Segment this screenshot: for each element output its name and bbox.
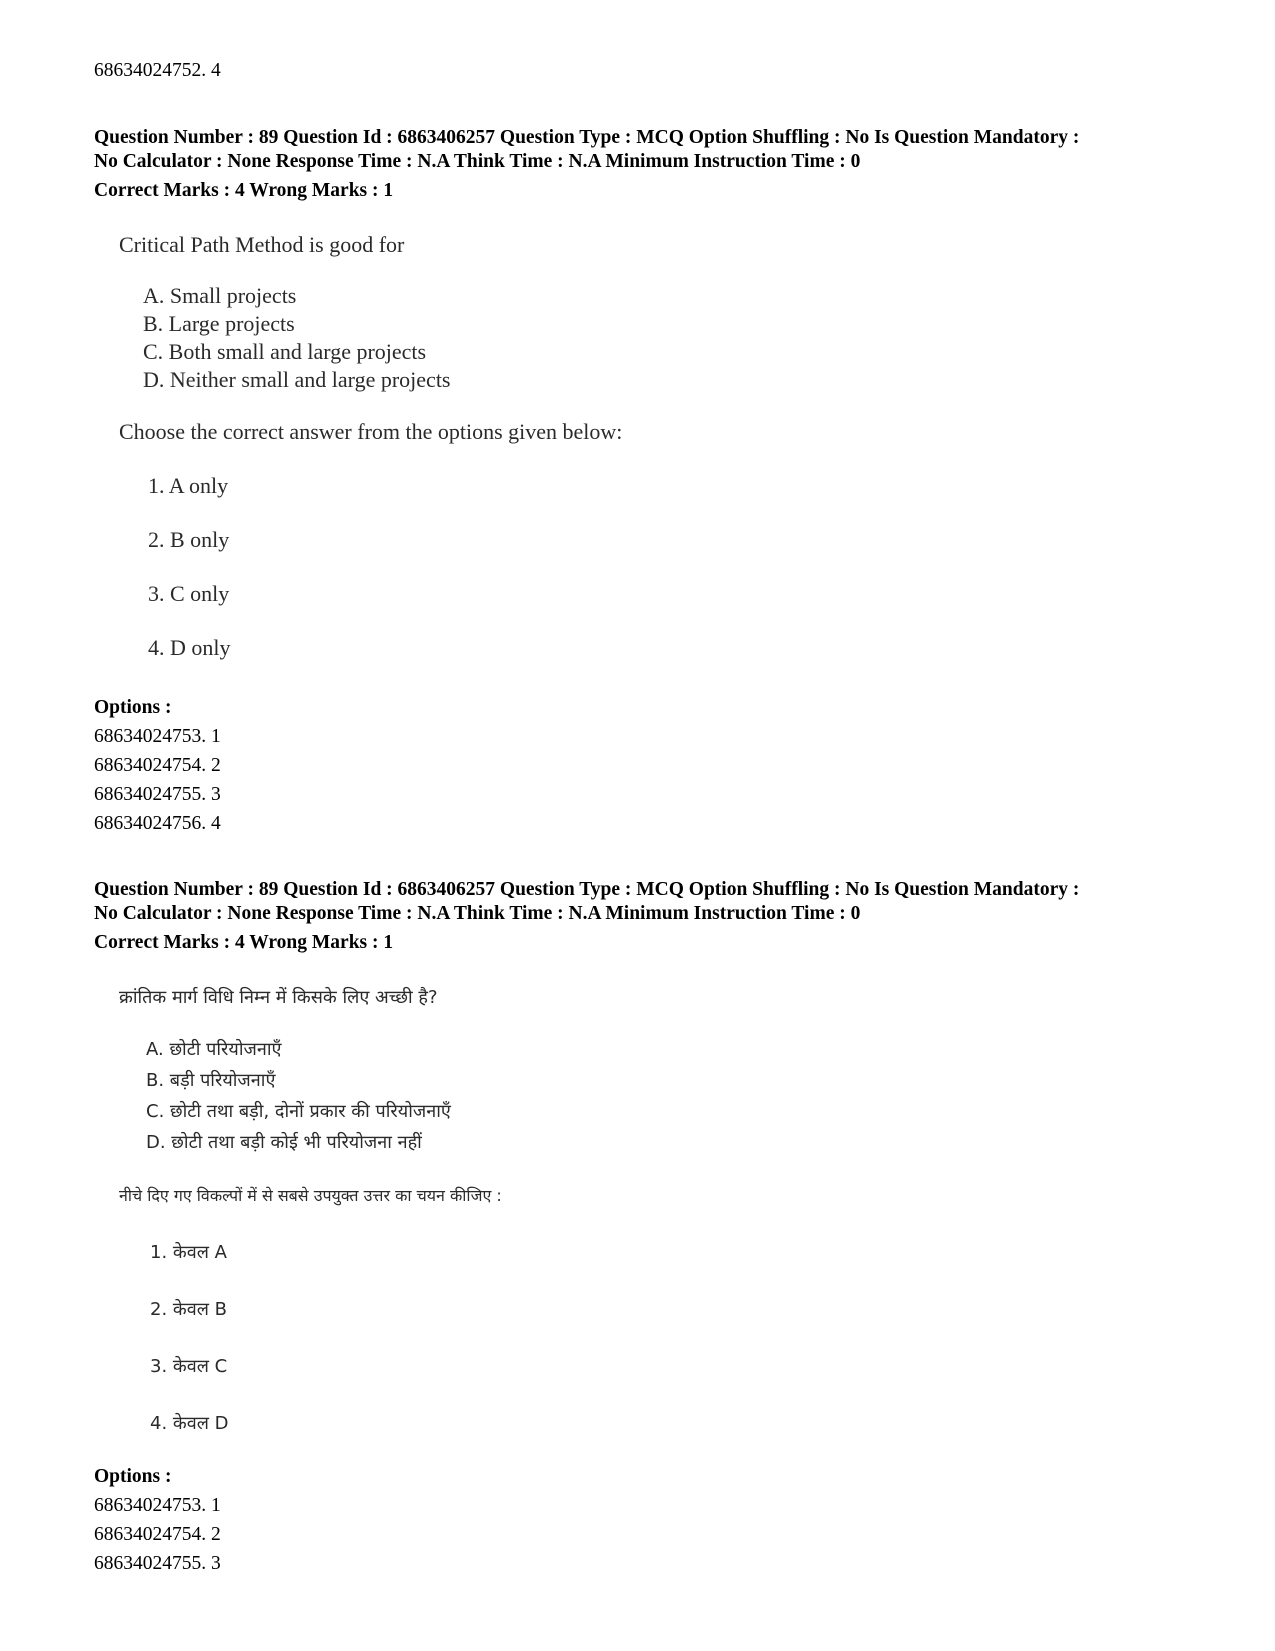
statement-b: B. Large projects <box>143 311 295 336</box>
option-line: 68634024756. 4 <box>94 813 221 834</box>
question-text: Critical Path Method is good for <box>119 232 405 257</box>
option-line: 68634024754. 2 <box>94 1524 221 1545</box>
question-header-line-2: No Calculator : None Response Time : N.A Think Time : N.A Minimum Instruction Time : 0 <box>94 903 861 924</box>
statement-c: C. छोटी तथा बड़ी, दोनों प्रकार की परियोजनाएँ <box>146 1101 451 1122</box>
choice-3: 3. C only <box>148 581 230 606</box>
marks-line: Correct Marks : 4 Wrong Marks : 1 <box>94 180 394 201</box>
options-label: Options : <box>94 697 172 718</box>
statement-a: A. छोटी परियोजनाएँ <box>146 1039 282 1060</box>
instruction-text: नीचे दिए गए विकल्पों में से सबसे उपयुक्त उत्तर का चयन कीजिए : <box>119 1186 502 1205</box>
choice-2: 2. केवल B <box>150 1299 228 1320</box>
statement-d: D. Neither small and large projects <box>143 367 451 392</box>
option-line: 68634024755. 3 <box>94 784 221 805</box>
instruction-text: Choose the correct answer from the options given below: <box>119 419 623 444</box>
choice-4: 4. केवल D <box>150 1413 229 1434</box>
marks-line: Correct Marks : 4 Wrong Marks : 1 <box>94 932 394 953</box>
option-line: 68634024753. 1 <box>94 1495 221 1516</box>
statement-b: B. बड़ी परियोजनाएँ <box>146 1070 276 1091</box>
statement-a: A. Small projects <box>143 283 297 308</box>
choice-1: 1. केवल A <box>150 1242 227 1263</box>
question-text: क्रांतिक मार्ग विधि निम्न में किसके लिए अच्छी है? <box>119 987 438 1008</box>
option-line: 68634024755. 3 <box>94 1553 221 1574</box>
statement-d: D. छोटी तथा बड़ी कोई भी परियोजना नहीं <box>146 1132 422 1153</box>
question-header-line-1: Question Number : 89 Question Id : 6863406257 Question Type : MCQ Option Shuffling : No Is Question Mandatory : <box>94 127 1080 148</box>
choice-1: 1. A only <box>148 473 229 498</box>
statement-c: C. Both small and large projects <box>143 339 427 364</box>
choice-2: 2. B only <box>148 527 230 552</box>
choice-4: 4. D only <box>148 635 231 660</box>
previous-option-line: 68634024752. 4 <box>94 60 221 81</box>
options-label: Options : <box>94 1466 172 1487</box>
question-header-line-2: No Calculator : None Response Time : N.A Think Time : N.A Minimum Instruction Time : 0 <box>94 151 861 172</box>
option-line: 68634024753. 1 <box>94 726 221 747</box>
choice-3: 3. केवल C <box>150 1356 228 1377</box>
option-line: 68634024754. 2 <box>94 755 221 776</box>
question-header-line-1: Question Number : 89 Question Id : 6863406257 Question Type : MCQ Option Shuffling : No Is Question Mandatory : <box>94 879 1080 900</box>
